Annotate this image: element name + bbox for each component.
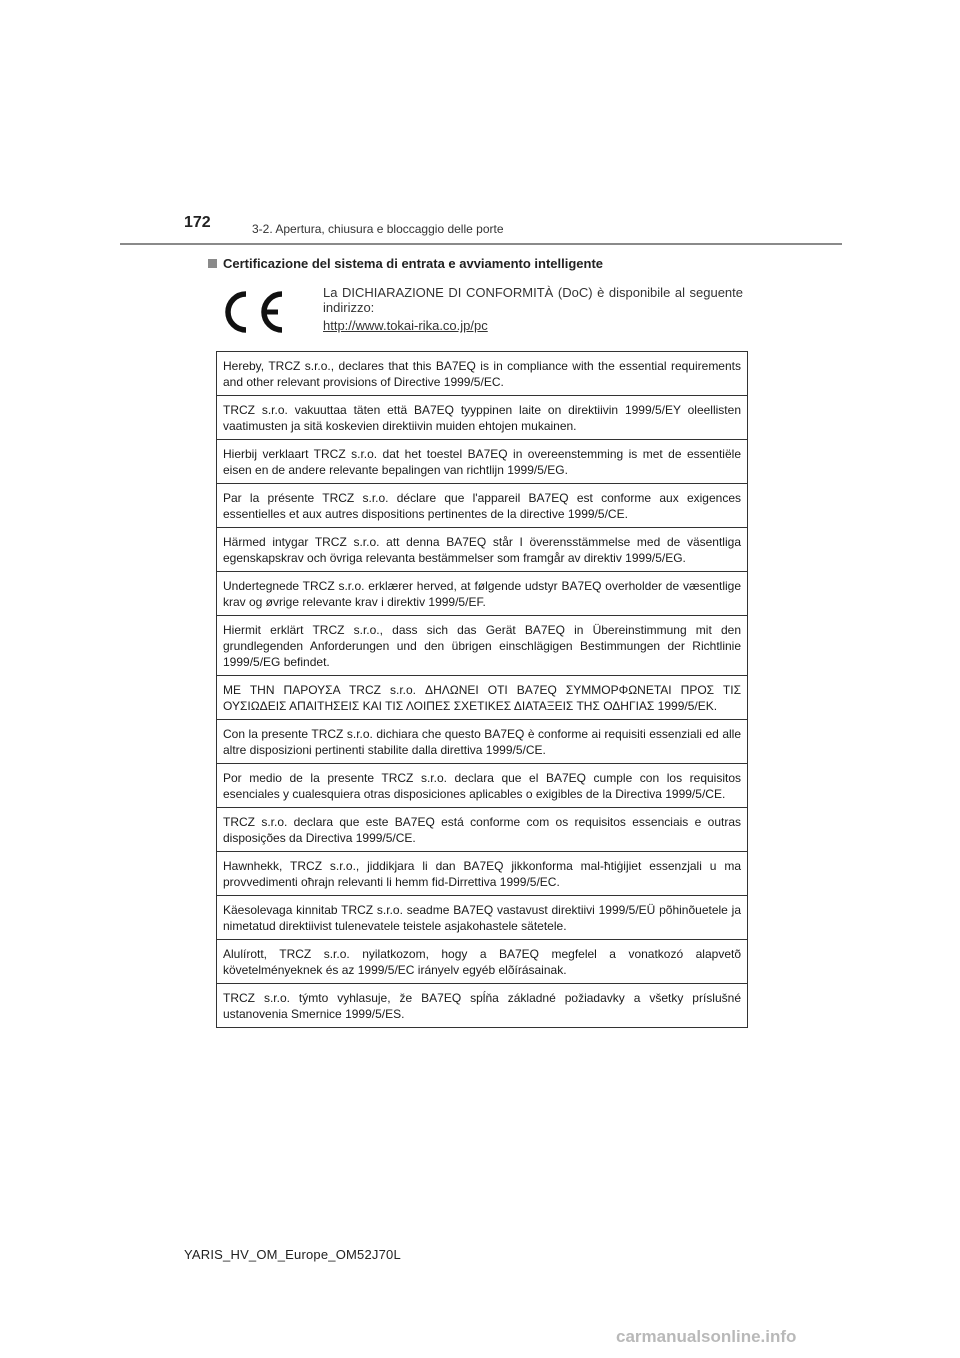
ce-mark-icon (222, 288, 288, 336)
table-row (217, 676, 748, 720)
manual-code-footer: YARIS_HV_OM_Europe_OM52J70L (184, 1247, 401, 1262)
table-row (217, 572, 748, 616)
table-row (217, 528, 748, 572)
table-row (217, 852, 748, 896)
declaration-fr: Par la présente TRCZ s.r.o. déclare que l'appareil BA7EQ est conforme aux exigences essentielles et aux autres dispositions pertinentes de la directive 1999/5/CE. (217, 484, 748, 528)
declaration-el: ΜΕ ΤΗΝ ΠΑΡΟΥΣΑ TRCZ s.r.o. ΔΗΛΩΝΕΙ ΟΤΙ BA7EQ ΣΥΜΜΟΡΦΩΝΕΤΑΙ ΠΡΟΣ ΤΙΣ ΟΥΣΙΩΔΕΙΣ ΑΠΑΙΤΗΣΕΙΣ ΚΑΙ ΤΙΣ ΛΟΙΠΕΣ ΣΧΕΤΙΚΕΣ ΔΙΑΤΑΞΕΙΣ ΤΗΣ ΟΔΗΓΙΑΣ 1999/5/ΕΚ. (217, 676, 748, 720)
breadcrumb: 3-2. Apertura, chiusura e bloccaggio delle porte (252, 222, 504, 236)
declaration-pt: TRCZ s.r.o. declara que este BA7EQ está conforme com os requisitos essenciais e outras disposições da Directiva 1999/5/CE. (217, 808, 748, 852)
header-divider (120, 243, 842, 245)
table-row (217, 616, 748, 676)
table-row (217, 720, 748, 764)
table-row (217, 484, 748, 528)
table-row (217, 352, 748, 396)
table-row (217, 764, 748, 808)
declarations-table (216, 351, 748, 1028)
heading-square-icon (208, 259, 217, 268)
declaration-it: Con la presente TRCZ s.r.o. dichiara che questo BA7EQ è conforme ai requisiti essenziali ed alle altre disposizioni pertinenti stabilite dalla direttiva 1999/5/CE. (217, 720, 748, 764)
doc-link[interactable]: http://www.tokai-rika.co.jp/pc (323, 318, 488, 333)
declaration-da: Undertegnede TRCZ s.r.o. erklærer herved, at følgende udstyr BA7EQ overholder de væsentlige krav og øvrige relevante krav i direktiv 1999/5/EF. (217, 572, 748, 616)
table-row (217, 396, 748, 440)
page-number: 172 (184, 214, 211, 231)
declaration-sv: Härmed intygar TRCZ s.r.o. att denna BA7EQ står I överensstämmelse med de väsentliga egenskapskrav och övriga relevanta bestämmelser som framgår av direktiv 1999/5/EG. (217, 528, 748, 572)
declaration-fi: TRCZ s.r.o. vakuuttaa täten että BA7EQ tyyppinen laite on direktiivin 1999/5/EY oleellisten vaatimusten ja sitä koskevien direktiivin muiden ehtojen mukainen. (217, 396, 748, 440)
declaration-sk: TRCZ s.r.o. týmto vyhlasuje, že BA7EQ spĺňa základné požiadavky a všetky príslušné ustanovenia Smernice 1999/5/ES. (217, 984, 748, 1028)
declaration-mt: Hawnhekk, TRCZ s.r.o., jiddikjara li dan BA7EQ jikkonforma mal-ħtiġijiet essenzjali u ma provvedimenti oħrajn relevanti li hemm fid-Dirrettiva 1999/5/EC. (217, 852, 748, 896)
declaration-nl: Hierbij verklaart TRCZ s.r.o. dat het toestel BA7EQ in overeenstemming is met de essentiële eisen en de andere relevante bepalingen van richtlijn 1999/5/EG. (217, 440, 748, 484)
section-heading-text: Certificazione del sistema di entrata e avviamento intelligente (223, 256, 604, 271)
table-row (217, 440, 748, 484)
watermark: carmanualsonline.info (616, 1327, 797, 1346)
table-row (217, 940, 748, 984)
table-row (217, 896, 748, 940)
declaration-en: Hereby, TRCZ s.r.o., declares that this BA7EQ is in compliance with the essential requirements and other relevant provisions of Directive 1999/5/EC. (217, 352, 748, 396)
declaration-es: Por medio de la presente TRCZ s.r.o. declara que el BA7EQ cumple con los requisitos esenciales y cualesquiera otras disposiciones aplicables o exigibles de la Directiva 1999/5/CE. (217, 764, 748, 808)
table-row (217, 984, 748, 1028)
declaration-et: Käesolevaga kinnitab TRCZ s.r.o. seadme BA7EQ vastavust direktiivi 1999/5/EÜ põhinõuetele ja nimetatud direktiivist tulenevatele teistele asjakohastele sätetele. (217, 896, 748, 940)
declaration-hu: Alulírott, TRCZ s.r.o. nyilatkozom, hogy a BA7EQ megfelel a vonatkozó alapvetõ követelményeknek és az 1999/5/EC irányelv egyéb elõírásainak. (217, 940, 748, 984)
section-heading (208, 256, 603, 271)
declaration-de: Hiermit erklärt TRCZ s.r.o., dass sich das Gerät BA7EQ in Übereinstimmung mit den grundlegenden Anforderungen und den übrigen einschlägigen Bestimmungen der Richtlinie 1999/5/EG befindet. (217, 616, 748, 676)
table-row (217, 808, 748, 852)
doc-availability-note: La DICHIARAZIONE DI CONFORMITÀ (DoC) è disponibile al seguente indirizzo: (323, 285, 743, 315)
